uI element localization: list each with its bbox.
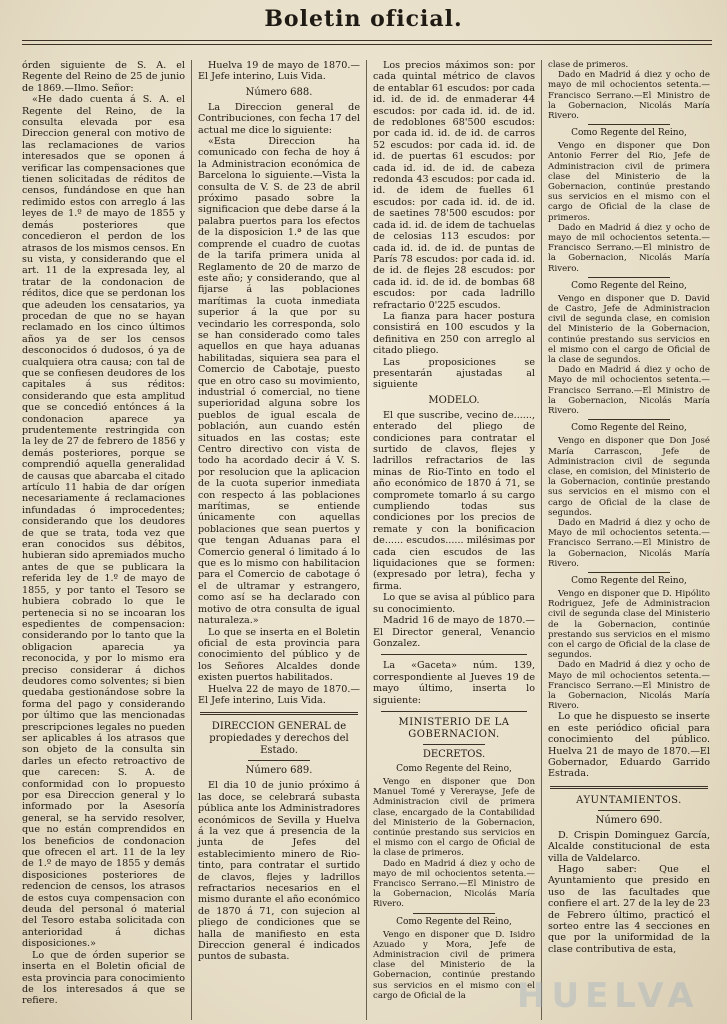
model-heading: MODELO. [428,394,480,406]
paragraph: Dado en Madrid á diez y ocho de Mayo de mil ochocientos setenta.—Francisco Serrano.—El Ministro de la Gobernacion, Nicolás María Rivero. [548,365,710,417]
header-rule [22,40,712,41]
header-rule [22,44,712,45]
paragraph: Los precios máximos son: por cada quintal métrico de clavos de entablar 61 escudos: por cada id. id. de id. de enmaderar 44 escudos: por cada id. id. de id. de redoblones 68'500 escudos: por cada id. id. de id. de carros 52 escudos: por cada id. id. de id. de puertas 61 escudos: por cada id. id. de id. de cabeza redonda 43 escudos: por cada id. id. de idem de fuelles 61 escudos: por cada id. id. de id. de saetines 78'500 escudos: por cada id. id. de idem de tachuelas de celosias 113 escudos: por cada id. id. de id. de puntas de París 78 escudos: por cada id. id. de id. de flejes 28 escudos: por cada id. id. de id. de bombas 68 escudos: por cada ladrillo refractario 0'225 escudos. [373,60,535,311]
paragraph: Vengo en disponer que D. Hipólito Rodriguez, Jefe de Administracion civil de segunda clase del Ministerio de la Gobernacion, continúe prestando sus servicios en el mismo con el cargo de Oficial de la clase de segundos. [548,588,710,661]
section-number: Número 689. [245,765,313,777]
paragraph: Las proposiciones se presentarán ajustadas al siguiente [373,356,535,391]
paragraph: La Direccion general de Contribuciones, con fecha 17 del actual me dice lo siguiente: [198,101,360,136]
section-divider [550,786,708,789]
regent-line: Como Regente del Reino, [396,763,512,774]
paragraph: Madrid 16 de mayo de 1870.—El Director general, Venancio Gonzalez. [373,615,535,649]
ministry-heading: MINISTERIO DE LA GOBERNACION. [398,716,510,740]
paragraph: clase de primeros. [548,60,629,70]
paragraph: Lo que de órden superior se inserta en el Boletin oficial de esta provincia para conocimiento de los interesados á que se refiere. [22,949,185,1007]
short-rule [588,419,670,420]
paragraph: La fianza para hacer postura consistirá en 100 escudos y la definitiva en 250 con arreglo al citado pliego. [373,310,535,357]
paragraph: «He dado cuenta á S. A. el Regente del Reino, de la consulta elevada por esa Direccion general con motivo de las reclamaciones de varios interesados que se oponen á verificar las compensaciones que tienen solicitadas de réditos de censos, fundándose en que han redimido estos con arreglo á las leyes de 1.º de mayo de 1855 y demás posteriores que concedieron el perdon de los atrasos de los mismos censos. En su vista, y considerando que el art. 11 de la expresada ley, al tratar de la condonacion de réditos, dice que se perdonan los que adeuden los censatarios, ya procedan de que no se hayan reclamado en los cinco últimos años ya de ser los censos desconocidos ó dudosos, ó ya de cualquiera otra causa; con tal de que se confiesen deudores de los capitales á sus réditos: considerando que esta amplitud que se concedió entónces á la condonacion aparece ya prudentemente restringida con la ley de 27 de febrero de 1856 y demás posteriores, porque se comprendió aquella generalidad de causas que abarcaba el citado artículo 11 habia de dar orígen necesariamente á reclamaciones infundadas ó improcedentes; considerando que los deudores de que se trata, toda vez que eran conocidos sus débitos, hubieran sido apremiados mucho antes de que se publicara la referida ley de 1.º de mayo de 1855, y por tanto el Tesoro se hubiera cobrado lo que le pertenecia si no se incoaran los espedientes de compensacion: considerando por lo tanto que la obligacion aparecia ya reconocida, y por lo mismo era preciso considerar á dichos deudores como solventes; si bien quedaba gestionándose sobre la forma del pago y considerando por último que las mencionadas prescripciones legales no pueden ser aplicables á los atrasos que son objeto de la consulta sin darles un efecto retroactivo de que carecen: S. A. de conformidad con lo propuesto por esa Direccion general y lo informado por la Asesoría general, se ha servido resolver, que no están comprendidos en los beneficios de condonacion que ofrecen el art. 11 de la ley de 1.º de mayo de 1855 y demás disposiciones posteriores de redencion de censos, los atrasos de estos cuya compensacion con deuda del personal ó material del Tesoro estaba solicitada con anterioridad á dichas disposiciones.» [22,94,185,950]
short-rule [413,913,495,914]
section-divider [381,711,527,712]
short-rule [588,277,670,278]
paragraph: El dia 10 de junio próximo á las doce, se celebrará subasta pública ante los Administradores económicos de Sevilla y Huelva á la vez que á presencia de la junta de Jefes del establecimiento minero de Rio-tinto, para contratar el surtido de clavos, flejes y ladrillos refractarios necesarios en el mismo durante el año económico de 1870 á 71, con sujecion al pliego de condiciones que se halla de manifiesto en esta Direccion general é indicados puntos de subasta. [198,780,360,963]
short-rule [423,744,485,745]
section-divider [381,654,527,655]
section-heading: DIRECCION GENERAL de propiedades y derechos del Estado. [209,721,349,757]
short-rule [588,572,670,573]
paragraph: órden siguiente de S. A. el Regente del Reino de 25 de junio de 1869.—Ilmo. Señor: [22,60,185,94]
section-number: Número 688. [245,86,313,98]
paragraph: Vengo en disponer que D. David de Castro, Jefe de Administracion civil de segunda clase, en comision del Ministerio de la Gobernacion, continúe prestando sus servicios en el mismo con el cargo de Oficial de la clase de segundos. [548,293,710,366]
archive-watermark: HUELVA [517,976,700,1016]
paragraph: Vengo en disponer que Don José María Carrascon, Jefe de Administracion civil de segunda clase, en comision, del Ministerio de la Gobernacion, continúe prestando sus servicios en el mismo con el cargo de Oficial de la clase de segundos. [548,436,710,518]
regent-line: Como Regente del Reino, [571,423,687,434]
short-rule [248,760,310,761]
decrees-heading: DECRETOS. [422,748,486,760]
column-4 [541,60,716,1020]
regent-line: Como Regente del Reino, [571,280,687,291]
paragraph: Dado en Madrid á diez y ocho de mayo de mil ochocientos setenta.—Francisco Serrano.—El Ministro de la Gobernacion, Nicolás María Rivero. [373,858,535,910]
column-1 [16,60,191,1020]
column-3 [366,60,541,1020]
paragraph: Dado en Madrid á diez y ocho de mayo de mil ochocientos setenta.—Francisco Serrano.—El ministro de la Gobernacion, Nicolás María Rivero. [548,222,710,274]
paragraph: Dado en Madrid á diez y ocho de Mayo de mil ochocientos setenta.—Francisco Serrano.—El Ministro de la Gobernacion, Nicolás María Rivero. [548,517,710,569]
paragraph: Huelva 19 de mayo de 1870.—El Jefe interino, Luis Vida. [198,60,360,83]
paragraph: Vengo en disponer que Don Manuel Tomé y Vererayse, Jefe de Administracion civil de primera clase, encargado de la Contabilidad del Ministerio de la Gobernacion, continúe prestando sus servicios en el mismo con el cargo de Oficial de la clase de primeros. [373,776,535,859]
paragraph: La «Gaceta» núm. 139, correspondiente al Jueves 19 de mayo último, inserta lo siguiente: [373,660,535,706]
section-divider [200,712,358,715]
regent-line: Como Regente del Reino, [396,916,512,927]
column-2 [191,60,366,1020]
paragraph: Dado en Madrid á diez y ocho de mayo de mil ochocientos setenta.—Francisco Serrano.—El Ministro de la Gobernacion, Nicolás María Rivero. [548,70,710,122]
section-heading: AYUNTAMIENTOS. [576,794,682,806]
paragraph: Lo que se inserta en el Boletin oficial de esta provincia para conocimiento del público y de los Señores Alcaldes donde existen puertos habilitados. [198,626,360,684]
paragraph: Lo que se avisa al público para su conocimiento. [373,592,535,615]
masthead-title: Boletin oficial. [264,6,463,32]
paragraph: Huelva 22 de mayo de 1870.—El Jefe interino, Luis Vida. [198,683,360,706]
section-number: Número 690. [595,814,663,826]
paragraph: Vengo en disponer que D. Isidro Azuado y Mora, Jefe de Administracion civil de primera clase del Ministerio de la Gobernacion, continúe prestando sus servicios en el mismo con el cargo de Oficial de la [373,929,535,1001]
paragraph: D. Crispin Dominguez García, Alcalde constitucional de esta villa de Valdelarco. [548,829,710,864]
paragraph: El que suscribe, vecino de......, enterado del pliego de condiciones para contratar el surtido de clavos, flejes y ladrillos refractarios de las minas de Rio-Tinto en todo el año económico de 1870 á 71, se compromete tomarlo á su cargo cumpliendo todas sus condiciones por los precios de remate y con la bonificacion de...... escudos...... milésimas por cada cien escudos de las liquidaciones que se formen: (expresado por letra), fecha y firma. [373,409,535,592]
short-rule [588,124,670,125]
paragraph: «Esta Direccion ha comunicado con fecha de hoy á la Administracion económica de Barcelona lo siguiente.—Vista la consulta de V. S. de 23 de abril próximo pasado sobre la significacion que debe darse á la palabra puertos para los efectos de la disposicion 1.ª de las que comprende el cuadro de cuotas de la tarifa primera unida al Reglamento de 20 de marzo de este año; y considerando, que al fijarse á las poblaciones marítimas la cuota inmediata superior á la que por su vecindario les corresponda, solo se han considerado como tales aquellos en que haya aduanas habilitadas, siquiera sea para el Comercio de Cabotaje, puesto que en otro caso su movimiento, industrial ó comercial, no tiene superioridad alguna sobre los pueblos de igual escala de población, aun cuando estén situados en las costas; este Centro directivo con vista de todo ha acordado decir á V. S. por resolucion que la aplicacion de la cuota superior inmediata con respecto á las poblaciones marítimas, se entiende únicamente con aquellas poblaciones que sean puertos y que tengan Aduanas para el Comercio general ó limitado á lo que es lo mismo con habilitacion para el Comercio de cabotage ó el de ultramar y estrangero, como así se ha declarado con motivo de otra consulta de igual naturaleza.» [198,136,360,627]
regent-line: Como Regente del Reino, [571,128,687,139]
paragraph: Lo que he dispuesto se inserte en este periódico oficial para conocimiento del público. Huelva 21 de mayo de 1870.—El Gobernador, Eduardo Garrido Estrada. [548,711,710,780]
regent-line: Como Regente del Reino, [571,575,687,586]
paragraph: Hago saber: Que el Ayuntamiento que presido en uso de las facultades que confiere el art. 27 de la ley de 23 de Febrero último, practicó el sorteo entre las 4 secciones en que por la uniformidad de la clase contributiva de esta, [548,864,710,955]
short-rule [598,810,660,811]
paragraph: Dado en Madrid á diez y ocho de Mayo de mil ochocientos setenta.—Francisco Serrano.—El Ministro de la Gobernacion, Nicolás María Rivero. [548,660,710,712]
text-columns [16,60,716,1020]
paragraph: Vengo en disponer que Don Antonio Ferrer del Rio, Jefe de Administracion civil de primera clase del Ministerio de la Gobernacion, continúe prestando sus servicios en el mismo con el cargo de Oficial de la clase de primeros. [548,141,710,223]
